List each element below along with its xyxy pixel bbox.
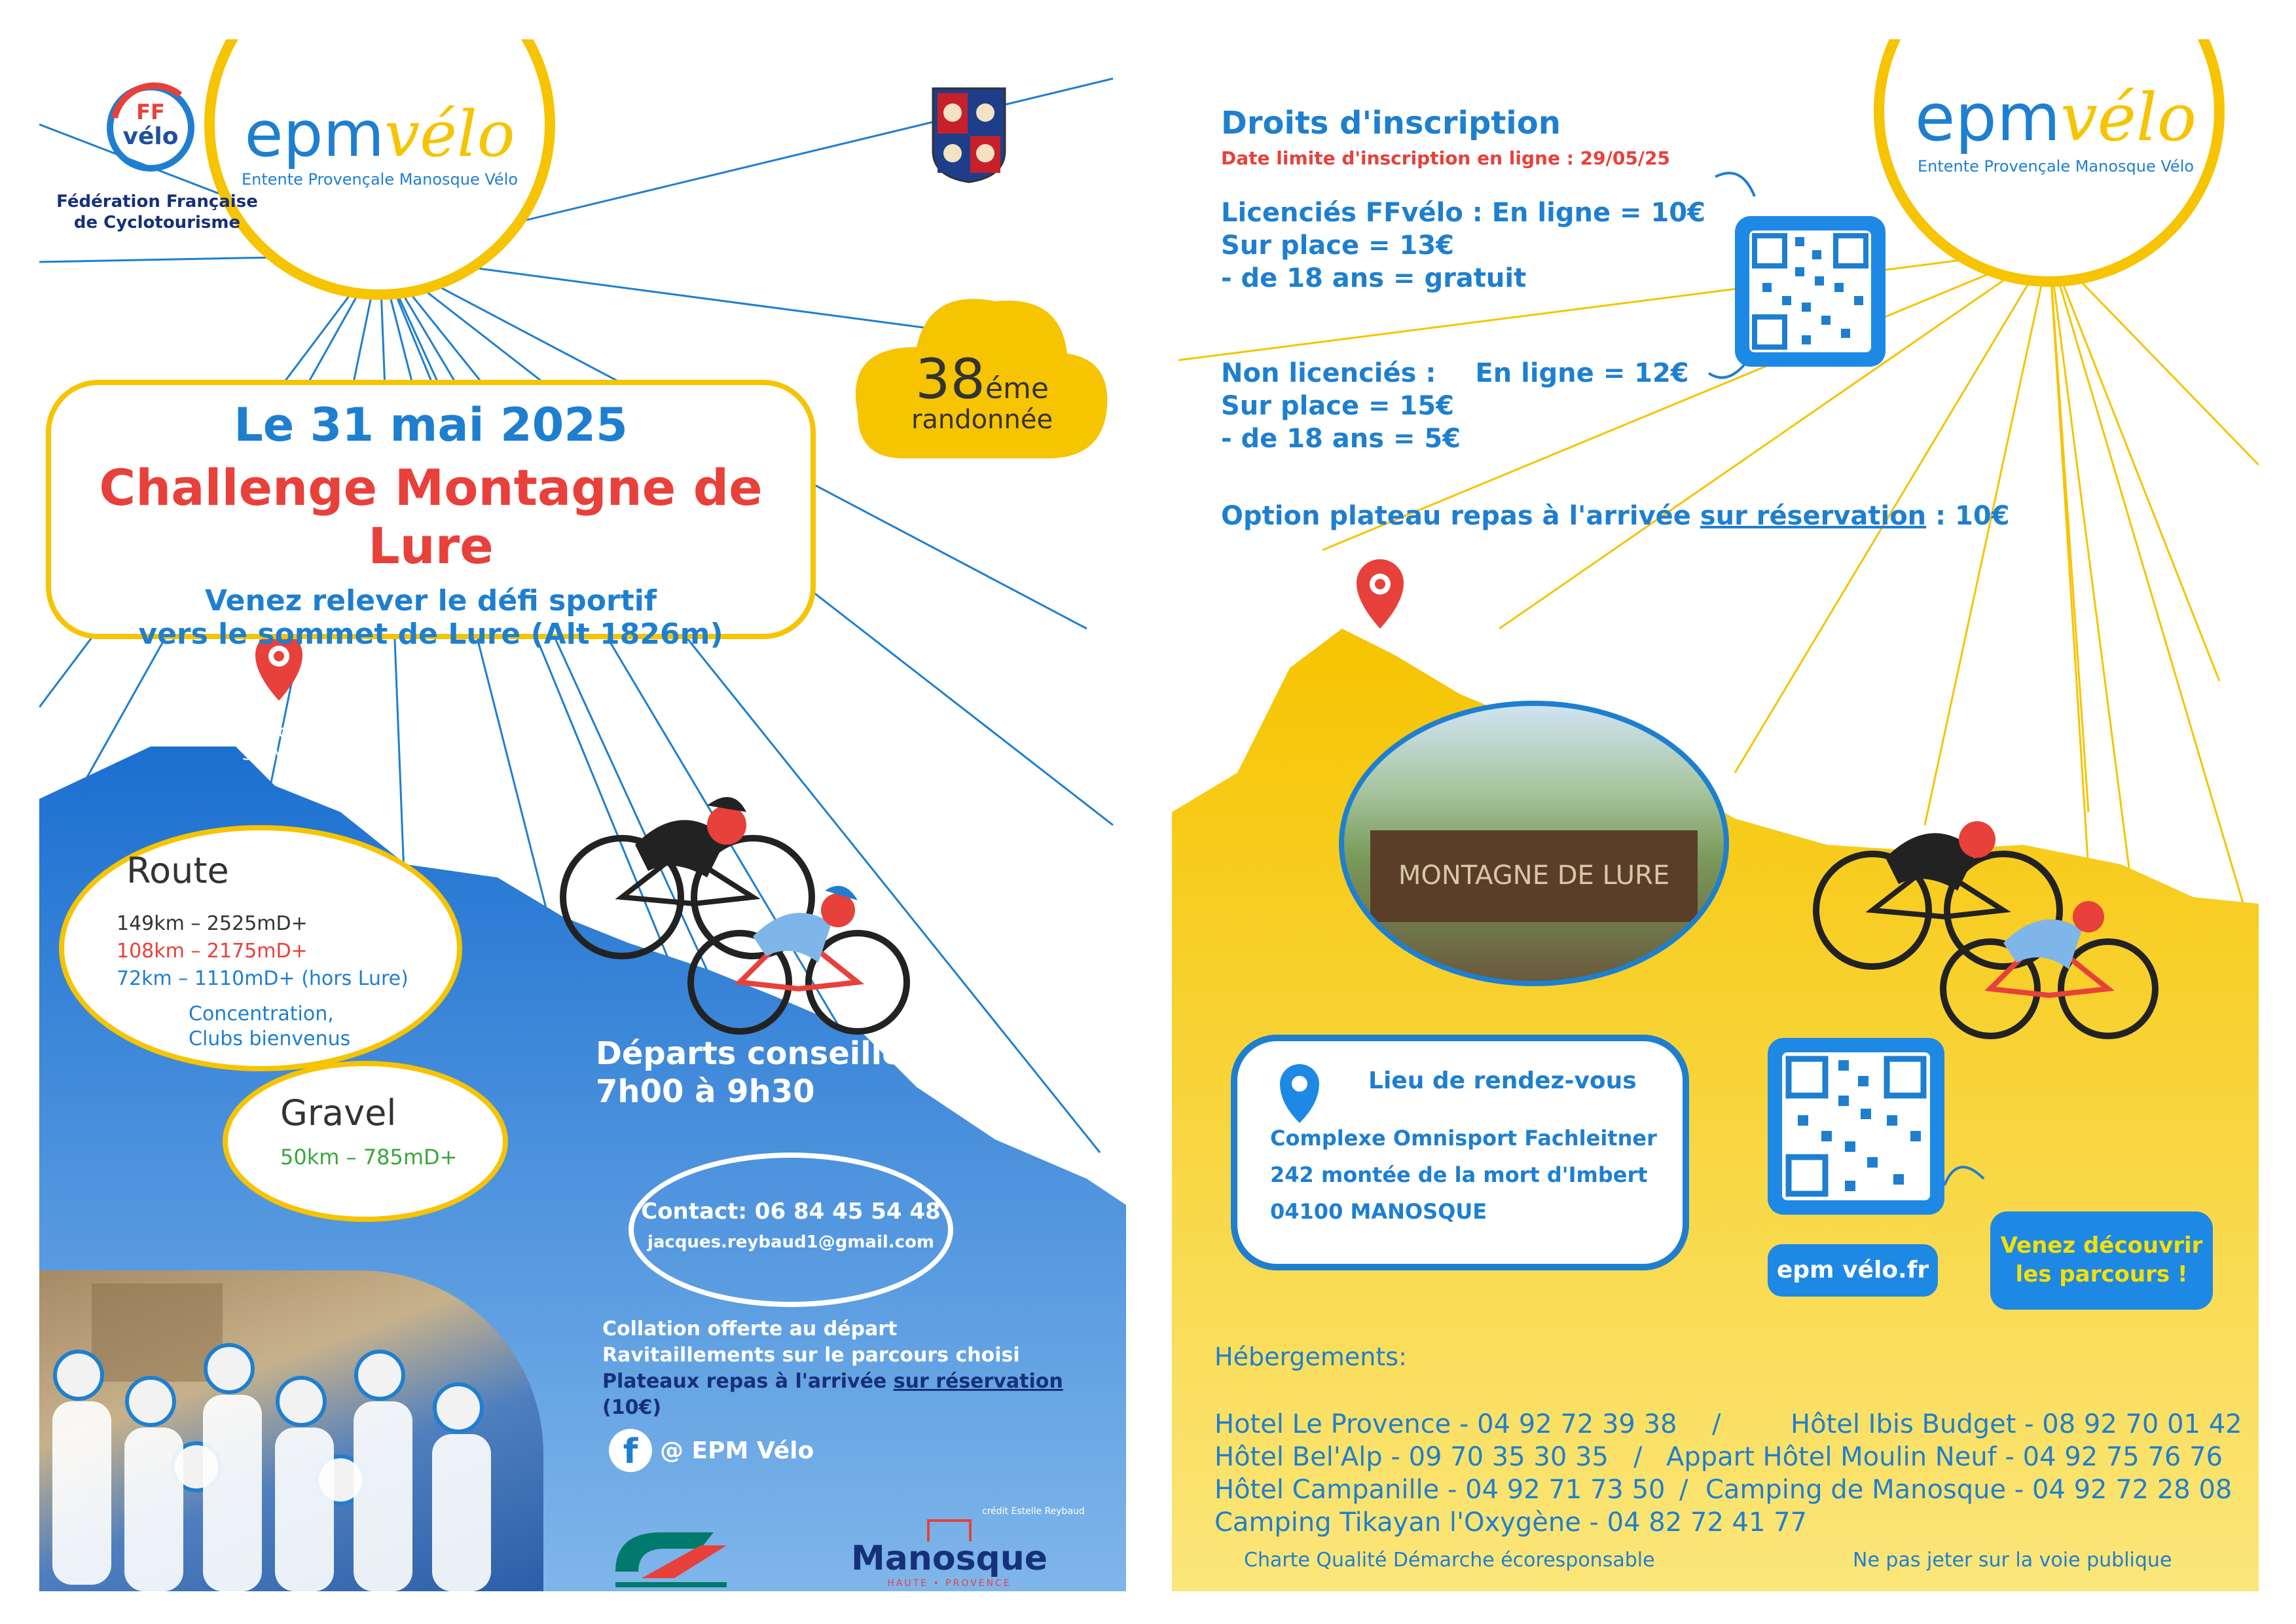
lodging-campanille: Hôtel Campanille - 04 92 71 73 50	[1214, 1475, 1666, 1505]
svg-text:vélo: vélo	[122, 123, 179, 150]
lodging-moulin: Appart Hôtel Moulin Neuf - 04 92 75 76 76	[1666, 1442, 2223, 1472]
edition-label: randonnée	[911, 405, 1053, 435]
fee-non-online: En ligne = 12€	[1475, 358, 1689, 388]
departs-title: Départs conseillés :	[596, 1035, 946, 1072]
lure-sign-text: MONTAGNE DE LURE	[1398, 860, 1670, 891]
meeting-line2: 242 montée de la mort d'Imbert	[1270, 1162, 1648, 1187]
gravel-title: Gravel	[280, 1092, 397, 1134]
montagne-photo	[1339, 701, 1729, 986]
event-date: Le 31 mai 2025	[234, 398, 628, 452]
manosque-logo	[851, 1519, 1048, 1589]
cyclists-illustration	[550, 760, 917, 1035]
fee-option-price: : 10€	[1926, 501, 2010, 531]
lodging-provence: Hotel Le Provence - 04 92 72 39 38	[1214, 1409, 1677, 1439]
lodging-camping-manosque: Camping de Manosque - 04 92 72 28 08	[1705, 1475, 2232, 1505]
discover-line1: Venez découvrir	[2000, 1232, 2203, 1259]
photo-credit: crédit Estelle Reybaud	[982, 1506, 1085, 1517]
departs-time: 7h00 à 9h30	[596, 1073, 815, 1110]
discover-line2: les parcours !	[2015, 1261, 2188, 1287]
lodging-sep-2: /	[1633, 1442, 1643, 1472]
edition-number: 38	[915, 347, 985, 411]
headline-box	[46, 380, 816, 651]
meeting-line3: 04100 MANOSQUE	[1270, 1199, 1487, 1224]
epm-wordmark-right: epm	[1914, 79, 2061, 156]
gravel-box	[223, 1061, 508, 1222]
fees-non-licensed	[1221, 357, 1689, 455]
fees-deadline: Date limite d'inscription en ligne : 29/05/25	[1221, 147, 1670, 169]
photo-line1: photo	[255, 720, 308, 742]
fee-non-onsite: Sur place = 15€	[1221, 391, 1454, 421]
gravel-line1: 50km – 785mD+	[280, 1145, 458, 1170]
services-block	[602, 1316, 1126, 1421]
fee-option-text: Option plateau repas à l'arrivée	[1221, 501, 1700, 531]
fee-non-youth: - de 18 ans = 5€	[1221, 424, 1461, 454]
facebook-icon: f	[609, 1429, 652, 1472]
epm-logo-right	[1899, 79, 2213, 175]
qr-code-parcours[interactable]	[1768, 1038, 1944, 1215]
route-box	[59, 825, 462, 1071]
event-title: Challenge Montagne de Lure	[99, 458, 763, 575]
service-plateau: Plateaux repas à l'arrivée	[602, 1370, 894, 1393]
meeting-box	[1231, 1035, 1689, 1270]
svg-text:FF: FF	[136, 100, 165, 124]
qr-code-registration[interactable]	[1735, 216, 1886, 367]
epm-logo	[236, 98, 524, 189]
manosque-gate-icon	[927, 1519, 972, 1541]
fee-option	[1221, 501, 2010, 531]
fee-non-label: Non licenciés :	[1221, 358, 1436, 388]
service-reservation-link[interactable]: sur réservation	[893, 1370, 1063, 1393]
manosque-sub: HAUTE • PROVENCE	[887, 1578, 1011, 1589]
lodging-ibis: Hôtel Ibis Budget - 08 92 70 01 42	[1791, 1409, 2242, 1439]
lodging-sep-1: /	[1712, 1409, 1721, 1439]
edition-suffix: éme	[985, 372, 1049, 405]
service-ravitaillement: Ravitaillements sur le parcours choisi	[602, 1344, 1020, 1367]
ffvelo-line2: de Cyclotourisme	[73, 213, 241, 232]
photo-line2: souvenir	[242, 743, 321, 764]
flyer-right	[1172, 39, 2259, 1591]
route-note2: Clubs bienvenus	[189, 1027, 351, 1050]
ffvelo-name	[46, 191, 268, 233]
departs-block	[596, 1035, 945, 1111]
group-photo	[39, 1270, 543, 1591]
lodging-title: Hébergements:	[1214, 1342, 1407, 1371]
lodging-belalp: Hôtel Bel'Alp - 09 70 35 30 35	[1214, 1442, 1609, 1472]
route-72: 72km – 1110mD+ (hors Lure)	[117, 967, 409, 990]
epm-tagline: Entente Provençale Manosque Vélo	[241, 170, 519, 189]
arrow-to-qr-1	[1715, 173, 1755, 196]
location-pin-icon	[1277, 1061, 1322, 1126]
fee-lic-online: Licenciés FFvélo : En ligne = 10€	[1221, 198, 1705, 228]
meeting-title: Lieu de rendez-vous	[1368, 1067, 1637, 1094]
fee-option-link[interactable]: sur réservation	[1700, 501, 1927, 531]
fee-lic-onsite: Sur place = 13€	[1221, 231, 1454, 261]
coat-of-arms-icon	[930, 85, 1008, 183]
facebook-link[interactable]	[609, 1428, 814, 1473]
edition-badge	[858, 347, 1106, 435]
cyclists-illustration-right	[1807, 779, 2160, 1041]
fee-lic-youth: - de 18 ans = gratuit	[1221, 263, 1527, 293]
service-collation: Collation offerte au départ	[602, 1318, 898, 1340]
route-108: 108km – 2175mD+	[117, 940, 308, 963]
contact-email[interactable]: jacques.reybaud1@gmail.com	[647, 1232, 935, 1252]
flyer-left	[39, 39, 1126, 1591]
epm-tagline-right: Entente Provençale Manosque Vélo	[1917, 157, 2195, 175]
lodging-sep-3: /	[1679, 1475, 1688, 1505]
fees-licensed	[1221, 196, 1705, 295]
photo-souvenir	[210, 720, 354, 765]
footer-charter: Charte Qualité Démarche écoresponsable	[1244, 1549, 1655, 1572]
facebook-label: @ EPM Vélo	[660, 1437, 814, 1464]
discover-badge	[1990, 1211, 2213, 1310]
service-price: (10€)	[602, 1396, 662, 1419]
route-149: 149km – 2525mD+	[117, 912, 308, 935]
epm-script-right: vélo	[2060, 79, 2197, 156]
fees-title: Droits d'inscription	[1221, 105, 1561, 141]
route-title: Route	[126, 850, 229, 891]
ffvelo-logo	[101, 79, 200, 177]
footer-notice: Ne pas jeter sur la voie publique	[1853, 1549, 2172, 1572]
contact-phone[interactable]: Contact: 06 84 45 54 48	[641, 1198, 941, 1225]
event-sub1: Venez relever le défi sportif	[205, 584, 657, 618]
epm-wordmark: epm	[244, 98, 384, 171]
meeting-line1: Complexe Omnisport Fachleitner	[1270, 1126, 1657, 1151]
lodging-list	[1214, 1408, 2259, 1539]
manosque-name: Manosque	[851, 1539, 1048, 1578]
website-link[interactable]: epm vélo.fr	[1768, 1244, 1938, 1297]
ffvelo-line1: Fédération Française	[56, 192, 258, 212]
contact-box	[629, 1153, 953, 1307]
epm-script: vélo	[384, 98, 515, 171]
event-sub2: vers le sommet de Lure (Alt 1826m)	[138, 618, 723, 651]
lodging-tikayan: Camping Tikayan l'Oxygène - 04 82 72 41 77	[1214, 1507, 1808, 1538]
credit-agricole-logo	[602, 1519, 733, 1591]
route-note1: Concentration,	[189, 1003, 334, 1025]
